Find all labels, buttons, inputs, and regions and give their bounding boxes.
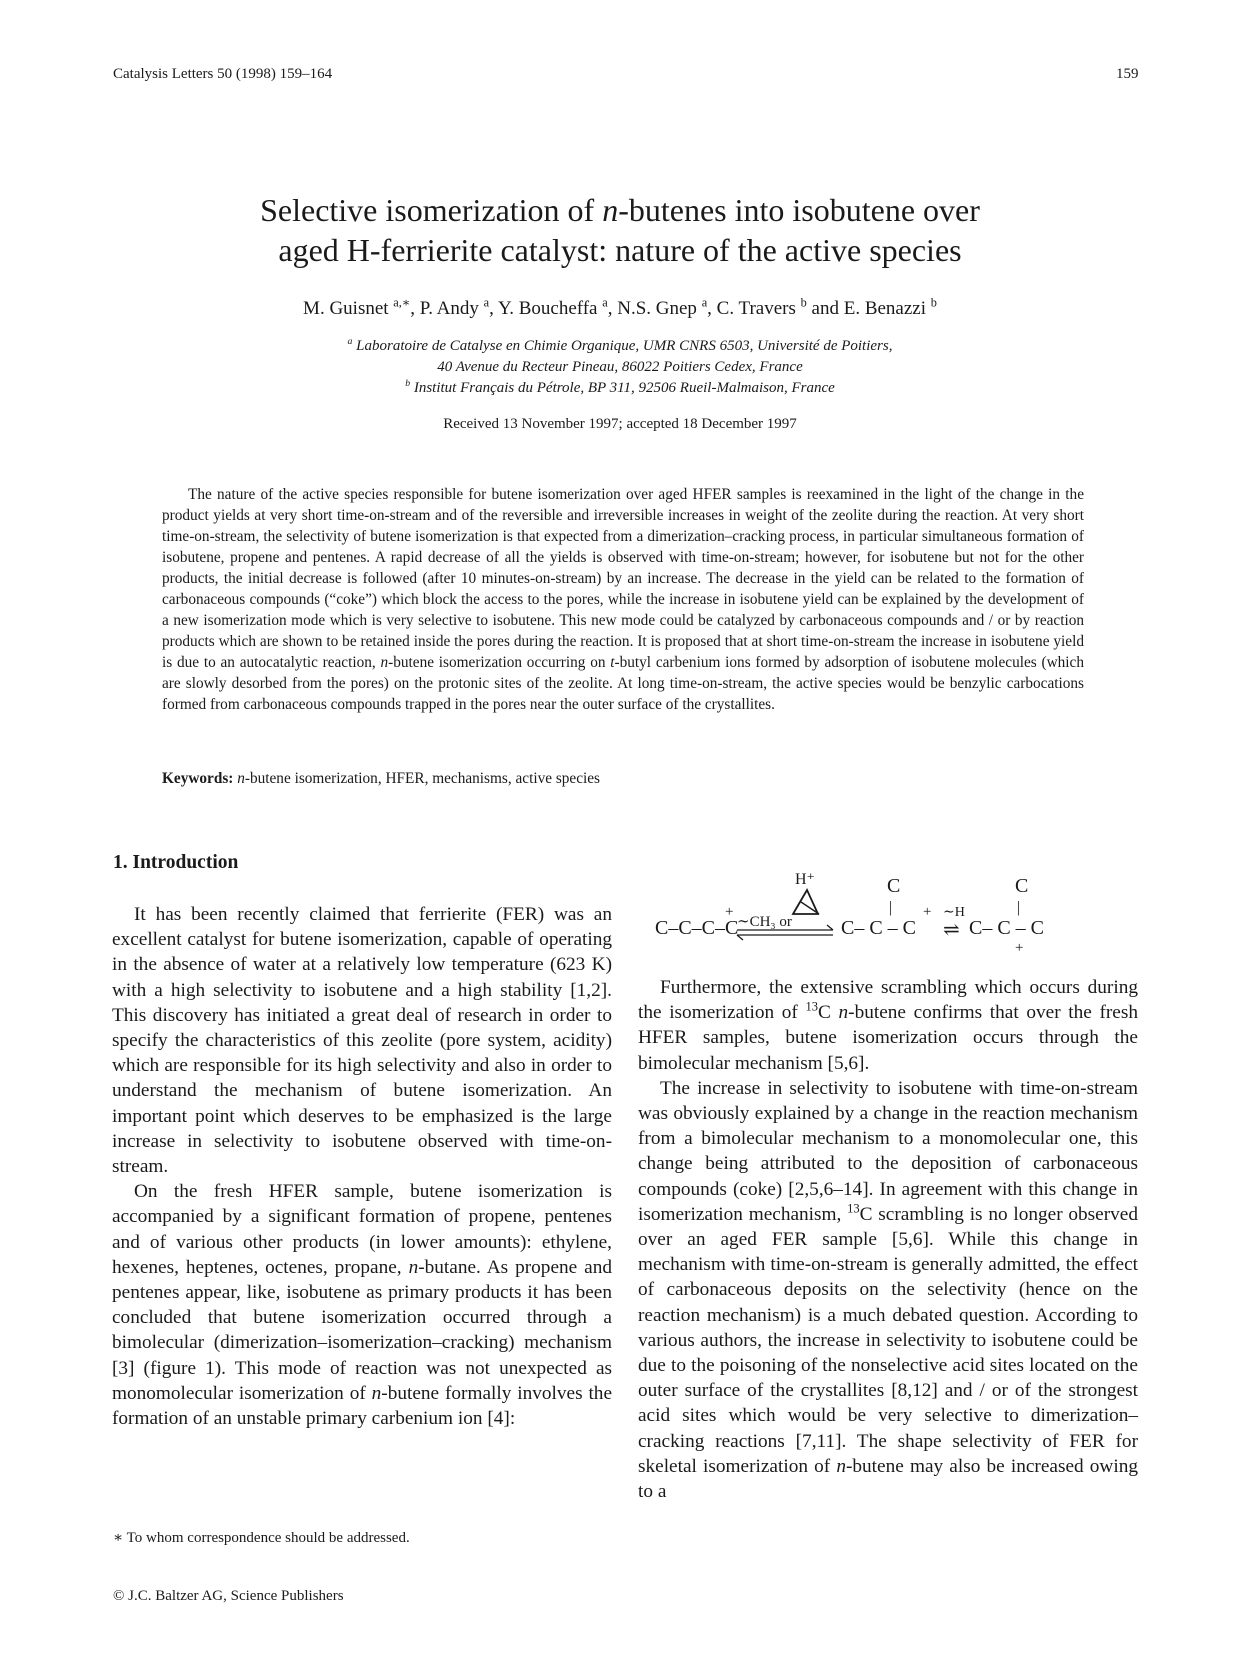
isomerization-scheme <box>655 868 1125 958</box>
author-separator: , <box>607 298 618 319</box>
author-name: M. Guisnet <box>303 298 389 319</box>
affiliation-b-text1: Institut Français du Pétrole, BP 311, 92506 Rueil-Malmaison, France <box>413 380 835 396</box>
affiliation-a-mark: a <box>347 336 353 347</box>
scheme-bond-1: | <box>889 899 893 916</box>
paper-title <box>120 190 1120 270</box>
italic-run: n <box>836 1455 846 1477</box>
author-separator: , <box>410 298 420 319</box>
text-run: Furthermore, the extensive scrambling which occurs during the isomerization of <box>638 977 1138 1024</box>
body-paragraph <box>112 1179 612 1431</box>
scheme-arrow-label: ∼CH₃ or <box>737 914 792 930</box>
title-line1-post: -butenes into isobutene over <box>618 192 980 228</box>
text-run: -butyl carbenium ions formed by adsorption of isobutene molecules (which are slowly desorbed from the pores) on the protonic sites of the zeolite. At long time-on-stream, the active species would be benzylic carbocations formed from carbonaceous compounds trapped in the pores near the outer surface of the crystallites. <box>162 654 1084 713</box>
keywords <box>162 770 1084 788</box>
author-name: C. Travers <box>716 298 796 319</box>
scheme-branch-methyl-1: C <box>887 875 901 897</box>
text-run: -butene formally involves the formation of an unstable primary carbenium ion [4]: <box>112 1382 612 1430</box>
title-line1-pre: Selective isomerization of <box>260 192 603 228</box>
author-list <box>120 295 1120 320</box>
footnote-correspondence: ∗ To whom correspondence should be addressed. <box>113 1530 410 1546</box>
section-heading-introduction: 1. Introduction <box>113 852 239 873</box>
author-name: Y. Boucheffa <box>497 298 598 319</box>
author-affiliation-mark: a <box>483 295 490 310</box>
italic-run: n <box>237 770 245 787</box>
scheme-bond-2: | <box>1017 899 1021 916</box>
italic-run: n <box>380 654 389 671</box>
text-run: -butane. As propene and pentenes appear, like, isobutene as primary products it has been concluded that butene isomerization occurred through a bimolecular (dimerization–isomerization–cracking) mechanism [3] (figure 1). This mode of reaction was not unexpected as monomolecular isomerization of <box>112 1256 612 1404</box>
right-column <box>638 975 1138 1504</box>
scheme-charge-reactant: + <box>725 904 734 920</box>
cyclopropyl-icon <box>793 890 819 914</box>
author-name: P. Andy <box>419 298 479 319</box>
received-dates: Received 13 November 1997; accepted 18 December 1997 <box>443 416 797 432</box>
scheme-branch-methyl-2: C <box>1015 875 1029 897</box>
scheme-product: C– C – C <box>969 917 1045 939</box>
italic-run: n <box>408 1256 419 1278</box>
scheme-hydride-shift: ∼H <box>943 905 965 920</box>
author-separator: , <box>489 298 498 319</box>
keywords-list <box>233 770 600 787</box>
body-paragraph <box>638 975 1138 1076</box>
author-affiliation-mark: b <box>800 295 807 310</box>
author-name: E. Benazzi <box>843 298 927 319</box>
body-paragraph <box>638 1076 1138 1504</box>
left-column <box>112 902 612 1431</box>
title-italic-n: n <box>602 192 619 228</box>
copyright: © J.C. Baltzer AG, Science Publishers <box>113 1588 344 1604</box>
scheme-equilibrium-sign: ⇌ <box>943 919 960 941</box>
scheme-reactant: C–C–C–C <box>655 917 739 939</box>
author-separator: , <box>707 298 717 319</box>
author-affiliation-mark: b <box>930 295 937 310</box>
scheme-charge-intermediate: + <box>923 904 932 920</box>
text-run: The nature of the active species responsible for butene isomerization over aged HFER samples is reexamined in the light of the change in the product yields at very short time-on-stream and of the reversible and irreversible increases in weight of the zeolite during the reaction. At very short time-on-stream, the selectivity of butene isomerization is that expected from a dimerization–cracking process, in particular simultaneous formation of isobutene, propene and pentenes. A rapid decrease of all the yields is observed with time-on-stream; however, for isobutene but not for the other products, the initial decrease is followed (after 10 minutes-on-stream) by an increase. The decrease in the yield can be related to the formation of carbonaceous compounds (“coke”) which block the access to the pores, while the increase in isobutene yield can be explained by the development of a new isomerization mode which is very selective to isobutene. This new mode could be catalyzed by carbonaceous compounds and / or by reaction products which are shown to be retained inside the pores during the reaction. It is proposed that at short time-on-stream the increase in isobutene yield is due to an autocatalytic reaction, <box>162 486 1084 671</box>
text-run: The increase in selectivity to isobutene with time-on-stream was obviously explained by a change in the reaction mechanism from a bimolecular mechanism to a monomolecular one, this change being attributed to the deposition of carbonaceous compounds (coke) [2,5,6–14]. In agreement with this change in isomerization mechanism, <box>638 1077 1138 1225</box>
author-affiliation-mark: a <box>701 295 708 310</box>
superscript-run: 13 <box>805 999 819 1014</box>
author-affiliation-mark: a,∗ <box>393 295 411 310</box>
text-run: C <box>818 1002 839 1024</box>
affiliation-a-line1 <box>120 338 1120 355</box>
affiliation-b-line1 <box>120 380 1120 397</box>
author-name: N.S. Gnep <box>617 298 697 319</box>
scheme-charge-product: + <box>1015 940 1024 956</box>
text-run: -butene confirms that over the fresh HFER samples, butene isomerization occurs through the bimolecular mechanism [5,6]. <box>638 1002 1138 1074</box>
text-run: -butene isomerization, HFER, mechanisms, active species <box>244 770 601 787</box>
keywords-label: Keywords: <box>162 770 234 787</box>
abstract <box>162 484 1084 715</box>
text-run: -butene isomerization occurring on <box>388 654 611 671</box>
italic-run: t <box>610 654 615 671</box>
affiliation-a-line2: 40 Avenue du Recteur Pineau, 86022 Poitiers Cedex, France <box>437 359 803 375</box>
author-affiliation-mark: a <box>602 295 608 310</box>
italic-run: n <box>838 1002 849 1024</box>
text-run: It has been recently claimed that ferrierite (FER) was an excellent catalyst for butene isomerization, capable of operating in the absence of water at a relatively low temperature (623 K) with a high selectivity to isobutene and a high stability [1,2]. This discovery has initiated a great deal of research in order to specify the characteristics of this zeolite (pore system, acidity) which are responsible for its high selectivity and also in order to understand the mechanism of butene isomerization. An important point which deserves to be emphasized is the large increase in selectivity to isobutene observed with time-on-stream. <box>112 904 612 1178</box>
affiliation-b-mark: b <box>405 378 411 389</box>
affiliation-a-text1: Laboratoire de Catalyse en Chimie Organique, UMR CNRS 6503, Université de Poitiers, <box>356 338 893 354</box>
page-number: 159 <box>1116 66 1139 82</box>
author-separator: and <box>806 298 844 319</box>
title-line2: aged H-ferrierite catalyst: nature of the active species <box>278 232 962 268</box>
scheme-catalyst-label: H⁺ <box>795 871 815 888</box>
body-paragraph <box>112 902 612 1179</box>
text-run: -butene may also be increased owing to a <box>638 1455 1138 1503</box>
text-run: On the fresh HFER sample, butene isomerization is accompanied by a significant formation of propene, pentenes and of various other products (in lower amounts): ethylene, hexenes, heptenes, octenes, propane, <box>112 1181 612 1278</box>
text-run: C scrambling is no longer observed over an aged FER sample [5,6]. While this change in mechanism with time-on-stream is generally admitted, the effect of carbonaceous deposits on the selectivity (hence on the reaction mechanism) is a much debated question. According to various authors, the increase in selectivity to isobutene could be due to the poisoning of the nonselective acid sites located on the outer surface of the crystallites [8,12] and / or of the strongest acid sites which would be very selective to dimerization–cracking reactions [7,11]. The shape selectivity of FER for skeletal isomerization of <box>638 1203 1138 1477</box>
running-head: Catalysis Letters 50 (1998) 159–164 <box>113 66 333 82</box>
italic-run: n <box>371 1382 382 1404</box>
scheme-intermediate: C– C – C <box>841 917 917 939</box>
superscript-run: 13 <box>847 1201 860 1216</box>
